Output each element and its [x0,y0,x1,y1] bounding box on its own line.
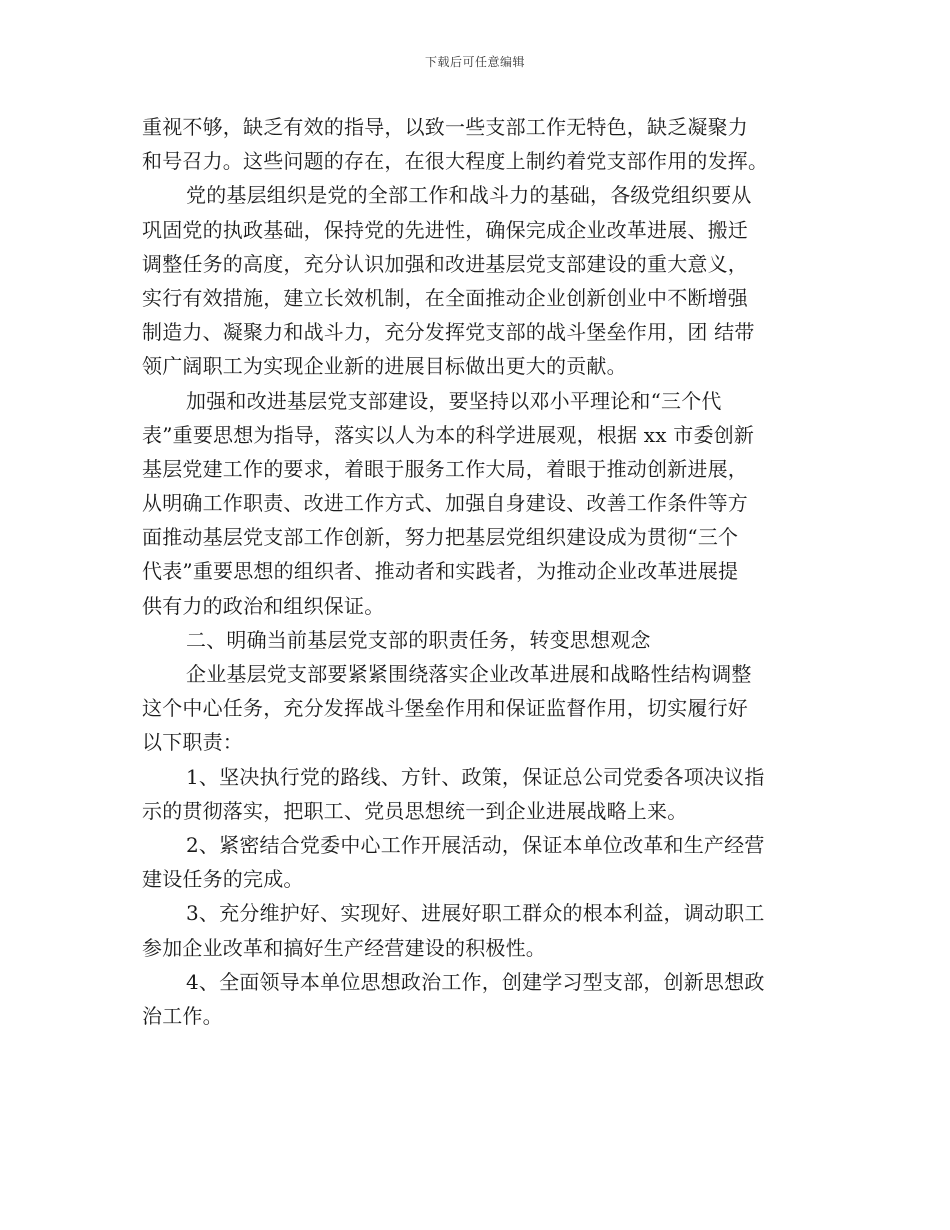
page-header: 下载后可任意编辑 [424,55,525,69]
text-line: 加强和改进基层党支部建设，要坚持以邓小平理论和“三个代 [186,388,722,413]
text-line: 党的基层组织是党的全部工作和战斗力的基础，各级党组织要从 [186,183,752,208]
text-line: 从明确工作职责、改进工作方式、加强自身建设、改善工作条件等方 [142,491,748,516]
text-line: 代表”重要思想的组织者、推动者和实践者，为推动企业改革进展提 [142,559,739,584]
document-body [142,110,812,1033]
list-item: 1、坚决执行党的路线、方针、政策，保证总公司党委各项决议指 [186,764,765,789]
text-line: 建设任务的完成。 [142,867,304,892]
text-line: 实行有效措施，建立长效机制，在全面推动企业创新创业中不断增强 [142,285,748,310]
text-line: 制造力、凝聚力和战斗力，充分发挥党支部的战斗堡垒作用，团 结带 [142,320,755,345]
text-line: 领广阔职工为实现企业新的进展目标做出更大的贡献。 [142,354,627,379]
text-line: 基层党建工作的要求，着眼于服务工作大局，着眼于推动创新进展， [142,456,748,481]
text-line: 企业基层党支部要紧紧围绕落实企业改革进展和战略性结构调整 [186,662,752,686]
text-line: 示的贯彻落实，把职工、党员思想统一到企业进展战略上来。 [142,798,688,823]
text-line: 参加企业改革和搞好生产经营建设的积极性。 [142,935,546,960]
text-line: 面推动基层党支部工作创新，努力把基层党组织建设成为贯彻“三个 [142,525,739,550]
list-item: 3、充分维护好、实现好、进展好职工群众的根本利益，调动职工 [186,901,765,926]
list-item: 4、全面领导本单位思想政治工作，创建学习型支部，创新思想政 [186,969,765,994]
text-line: 以下职责： [142,730,243,755]
list-item: 2、紧密结合党委中心工作开展活动，保证本单位改革和生产经营 [186,832,765,857]
text-line: 重视不够，缺乏有效的指导，以致一些支部工作无特色，缺乏凝聚力 [142,115,748,139]
text-line: 和号召力。这些问题的存在，在很大程度上制约着党支部作用的发挥。 [142,149,769,174]
text-line: 调整任务的高度，充分认识加强和改进基层党支部建设的重大意义， [142,251,748,276]
text-line: 治工作。 [142,1003,223,1028]
text-line: 表”重要思想为指导，落实以人为本的科学进展观，根据 xx 市委创新 [142,422,755,447]
text-line: 供有力的政治和组织保证。 [142,593,385,618]
text-line: 这个中心任务，充分发挥战斗堡垒作用和保证监督作用，切实履行好 [142,696,748,721]
section-heading: 二、明确当前基层党支部的职责任务，转变思想观念 [186,627,651,652]
text-line: 巩固党的执政基础，保持党的先进性，确保完成企业改革进展、搬迁 [142,217,748,242]
